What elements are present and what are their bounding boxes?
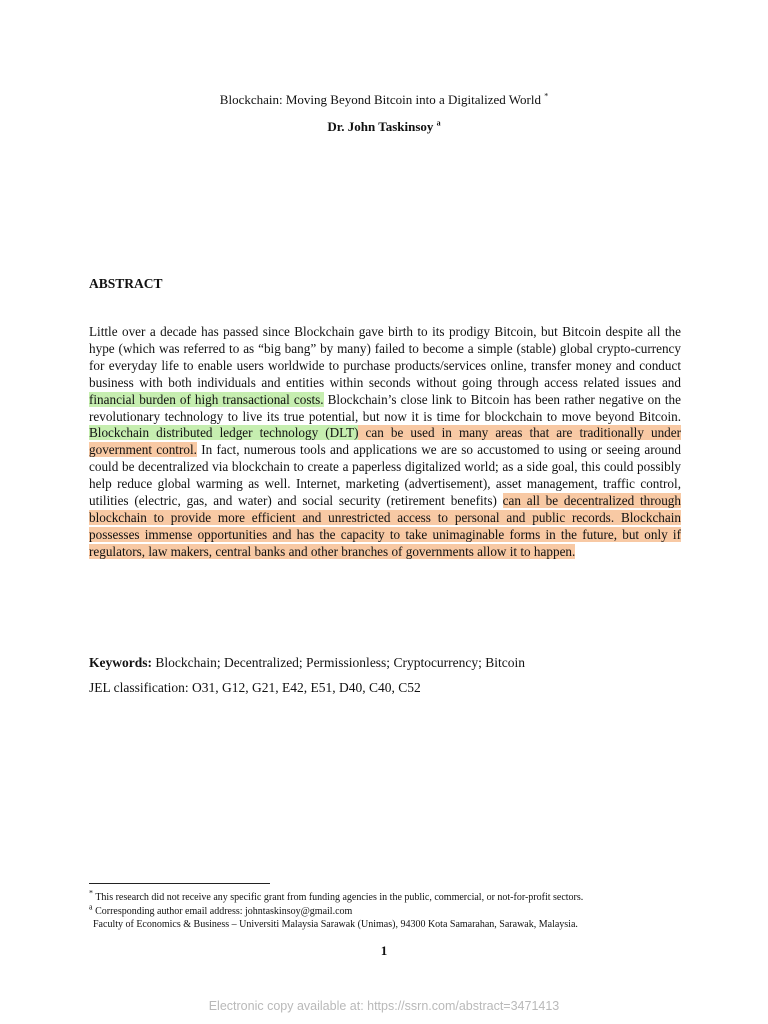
footnote-mark: * (89, 888, 93, 898)
jel-classification: JEL classification: O31, G12, G21, E42, E51, D40, C40, C52 (89, 680, 421, 695)
keywords-label: Keywords: (89, 655, 152, 670)
keywords-list: Blockchain; Decentralized; Permissionless; Cryptocurrency; Bitcoin (155, 655, 526, 670)
ssrn-watermark: Electronic copy available at: https://ssrn.com/abstract=3471413 (208, 999, 560, 1013)
abstract-highlight-green: financial burden of high transactional costs. (89, 391, 324, 407)
keywords-line (89, 655, 525, 671)
abstract-body (89, 324, 681, 561)
abstract-segment: Little over a decade has passed since Blockchain gave birth to its prodigy Bitcoin, but Bitcoin despite all the hype (which was referred to as “big bang” by many) failed to become a simple (stable) global crypto-currency for everyday life to enable users worldwide to purchase products/services online, transfer money and conduct business with both individuals and entities within seconds without going through access related issues and (89, 324, 681, 390)
footnote-funding (89, 888, 709, 905)
author-name (0, 119, 768, 135)
page-number: 1 (380, 943, 388, 958)
author-name-text: Dr. John Taskinsoy (327, 119, 434, 134)
abstract-segment: Blockchain’s close link to Bitcoin has been rather negative on the revolutionary technology to live its true potential, but now it is time for blockchain to move beyond Bitcoin. (89, 391, 681, 424)
footnote-text: Corresponding author email address: johntaskinsoy@gmail.com (95, 905, 353, 917)
abstract-highlight-orange: can all be decentralized through blockchain to provide more efficient and unrestricted access to personal and public records. Blockchain possesses immense opportunities and has the capacity to take unimaginable forms in the future, but only if regulators, law makers, central banks and other branches of governments allow it to happen. (89, 493, 681, 559)
abstract-highlight-green: Blockchain distributed ledger technology (DLT) (89, 425, 359, 441)
author-footnote-mark: a (436, 118, 441, 128)
abstract-segment: In fact, numerous tools and applications we are so accustomed to using or seeing around could be decentralized via blockchain to create a paperless digitalized world; as a side goal, this could possibly help reduce global warming as well. Internet, marketing (advertisement), asset management, traffic control, utilities (electric, gas, and water) and social security (retirement benefits) (89, 442, 682, 509)
footnote-affiliation: Faculty of Economics & Business – Universiti Malaysia Sarawak (Unimas), 94300 Kota Samarahan, Sarawak, Malaysia. (93, 919, 578, 930)
footnote-divider (89, 883, 270, 884)
abstract-heading: ABSTRACT (89, 276, 163, 291)
title-footnote-mark: * (544, 91, 549, 101)
footnote-mark: a (89, 902, 93, 912)
paper-title (0, 92, 768, 108)
abstract-highlight-orange: can be used in many areas that are traditionally under government control. (89, 425, 681, 458)
footnotes (89, 888, 709, 932)
footnote-email (89, 902, 709, 919)
footnote-text: This research did not receive any specific grant from funding agencies in the public, commercial, or not-for-profit sectors. (95, 892, 584, 903)
paper-title-text: Blockchain: Moving Beyond Bitcoin into a Digitalized World (219, 92, 541, 107)
